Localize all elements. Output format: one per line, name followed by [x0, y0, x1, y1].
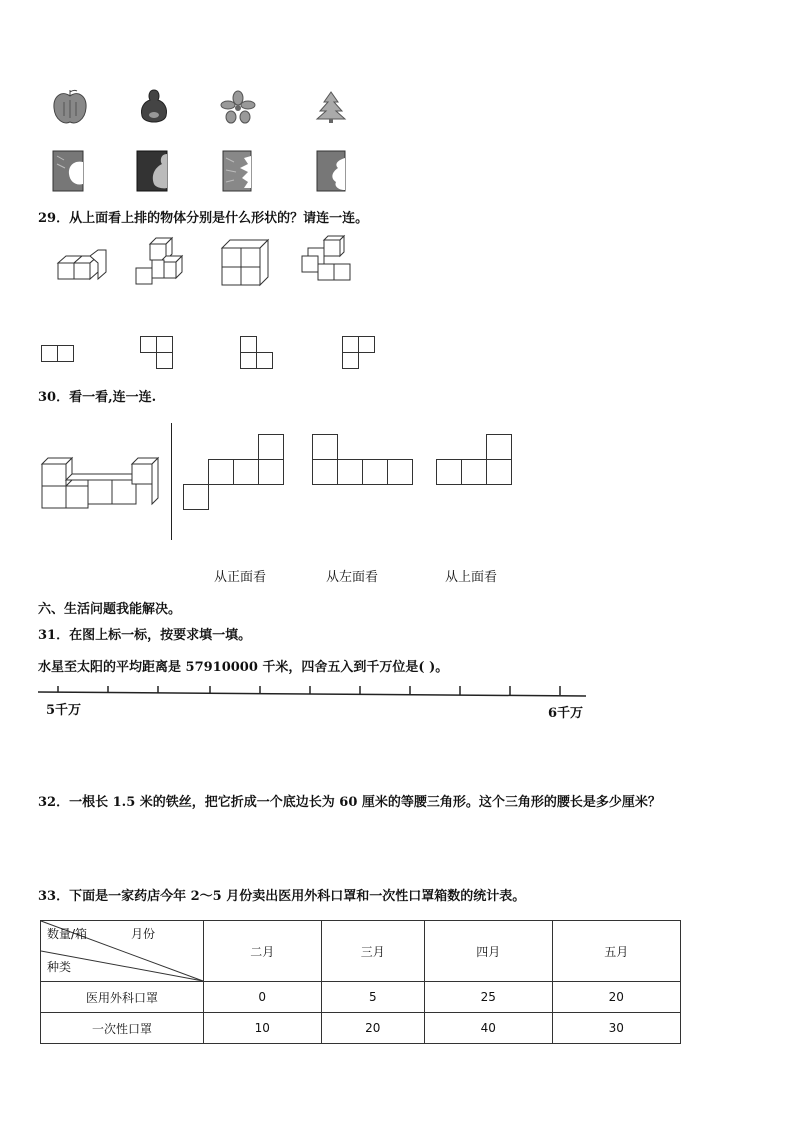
flower-icon	[220, 90, 256, 124]
q30-view-left	[312, 434, 414, 486]
corner-month-label: 月份	[131, 927, 156, 941]
corner-quantity-label: 数量/箱	[47, 927, 88, 941]
q29-solid-4	[302, 236, 354, 286]
table-cell: 20	[552, 982, 680, 1013]
q30-view-top	[436, 434, 514, 486]
row-label: 一次性口罩	[41, 1013, 204, 1044]
table-cell: 40	[425, 1013, 552, 1044]
half-apple-cutout-icon	[52, 150, 84, 192]
table-header-row	[41, 921, 681, 982]
q29-text: 29．从上面看上排的物体分别是什么形状的？请连一连。	[38, 211, 369, 226]
month-header: 二月	[204, 921, 322, 982]
number-line-left-label: 5千万	[46, 703, 82, 718]
q29-solid-1	[58, 250, 106, 288]
q29-solid-2	[136, 238, 188, 288]
q29-solid-3	[222, 240, 270, 286]
month-header: 四月	[425, 921, 552, 982]
table-cell: 30	[552, 1013, 680, 1044]
section-title: 六、生活问题我能解决。	[38, 602, 182, 617]
corner-type-label: 种类	[47, 960, 72, 974]
table-cell: 10	[204, 1013, 322, 1044]
corner-cell	[41, 921, 204, 982]
tree-icon	[314, 90, 348, 124]
q31-sentence: 水星至太阳的平均距离是 57910000 千米，四舍五入到千万位是( )。	[38, 660, 449, 675]
q29-view-3	[240, 336, 276, 372]
row-label: 医用外科口罩	[41, 982, 204, 1013]
month-header: 五月	[552, 921, 680, 982]
half-gourd-cutout-icon	[136, 150, 168, 192]
q33-text: 33．下面是一家药店今年 2～5 月份卖出医用外科口罩和一次性口罩箱数的统计表。	[38, 889, 526, 904]
q31-text: 31．在图上标一标，按要求填一填。	[38, 628, 252, 643]
half-tree-cutout-icon	[316, 150, 346, 192]
table-cell: 5	[321, 982, 425, 1013]
table-cell: 0	[204, 982, 322, 1013]
q30-text: 30．看一看,连一连.	[38, 390, 157, 405]
label-front-view: 从正面看	[214, 570, 267, 585]
table-row	[41, 1013, 681, 1044]
apple-icon	[52, 88, 88, 126]
number-line	[38, 684, 590, 700]
half-flower-cutout-icon	[222, 150, 252, 192]
table-cell: 25	[425, 982, 552, 1013]
q32-text: 32．一根长 1.5 米的铁丝，把它折成一个底边长为 60 厘米的等腰三角形。这个三角形的腰长是多少厘米？	[38, 795, 661, 810]
q30-solid	[42, 458, 158, 510]
stats-table	[40, 920, 681, 1044]
divider-line	[171, 423, 172, 540]
table-row	[41, 982, 681, 1013]
q29-view-2	[140, 336, 176, 372]
table-cell: 20	[321, 1013, 425, 1044]
month-header: 三月	[321, 921, 425, 982]
q29-view-4	[342, 336, 378, 372]
q30-view-front	[183, 434, 285, 511]
gourd-icon	[138, 88, 170, 126]
label-left-view: 从左面看	[326, 570, 379, 585]
number-line-right-label: 6千万	[548, 706, 584, 721]
label-top-view: 从上面看	[445, 570, 498, 585]
q29-view-1	[41, 345, 75, 363]
